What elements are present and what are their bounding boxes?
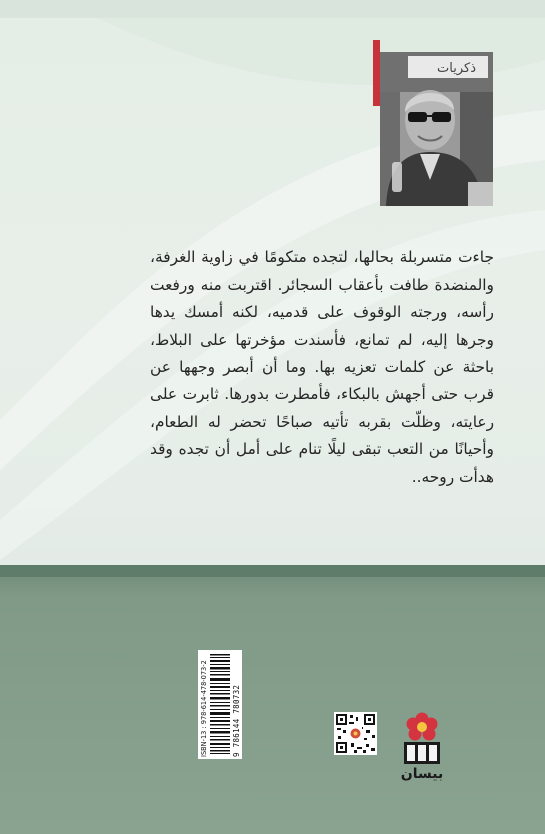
isbn-label: ISBN-13 : 978-614-478-073-2	[200, 660, 208, 757]
barcode-digits: 9 786144 780732	[232, 684, 241, 757]
red-accent-tab	[373, 40, 380, 106]
publisher-name: بيسان	[400, 766, 444, 782]
green-band	[0, 565, 545, 834]
author-photo	[380, 52, 493, 206]
green-band-edge	[0, 565, 545, 577]
publisher-flower-icon	[398, 710, 446, 766]
isbn-barcode	[198, 650, 242, 759]
photo-sign-text: ذكريات	[437, 61, 476, 76]
blurb-text: جاءت متسربلة بحالها، لتجده متكومًا في زاوية الغرفة، والمنضدة طافت بأعقاب السجائر. اقتربت منه ورفعت رأسه، ورجته الوقوف على قدميه، لكنه أمسك يدها وجرها إليه، لم تمانع، فأسندت مؤخرتها على البلاط، باحثة عن كلمات تعزيه بها. وما أن أبصر وجهها عن قرب حتى أجهش بالبكاء، فأمطرت بدورها. ثابرت على رعايته، وظلّت بقربه تأتيه صباحًا تحضر له الطعام، وأحيانًا من التعب تبقى ليلًا تنام على أمل أن تجده وقد هدأت روحه..	[150, 248, 494, 486]
qr-code	[334, 712, 377, 755]
top-band	[0, 0, 545, 18]
publisher-logo	[398, 710, 446, 786]
